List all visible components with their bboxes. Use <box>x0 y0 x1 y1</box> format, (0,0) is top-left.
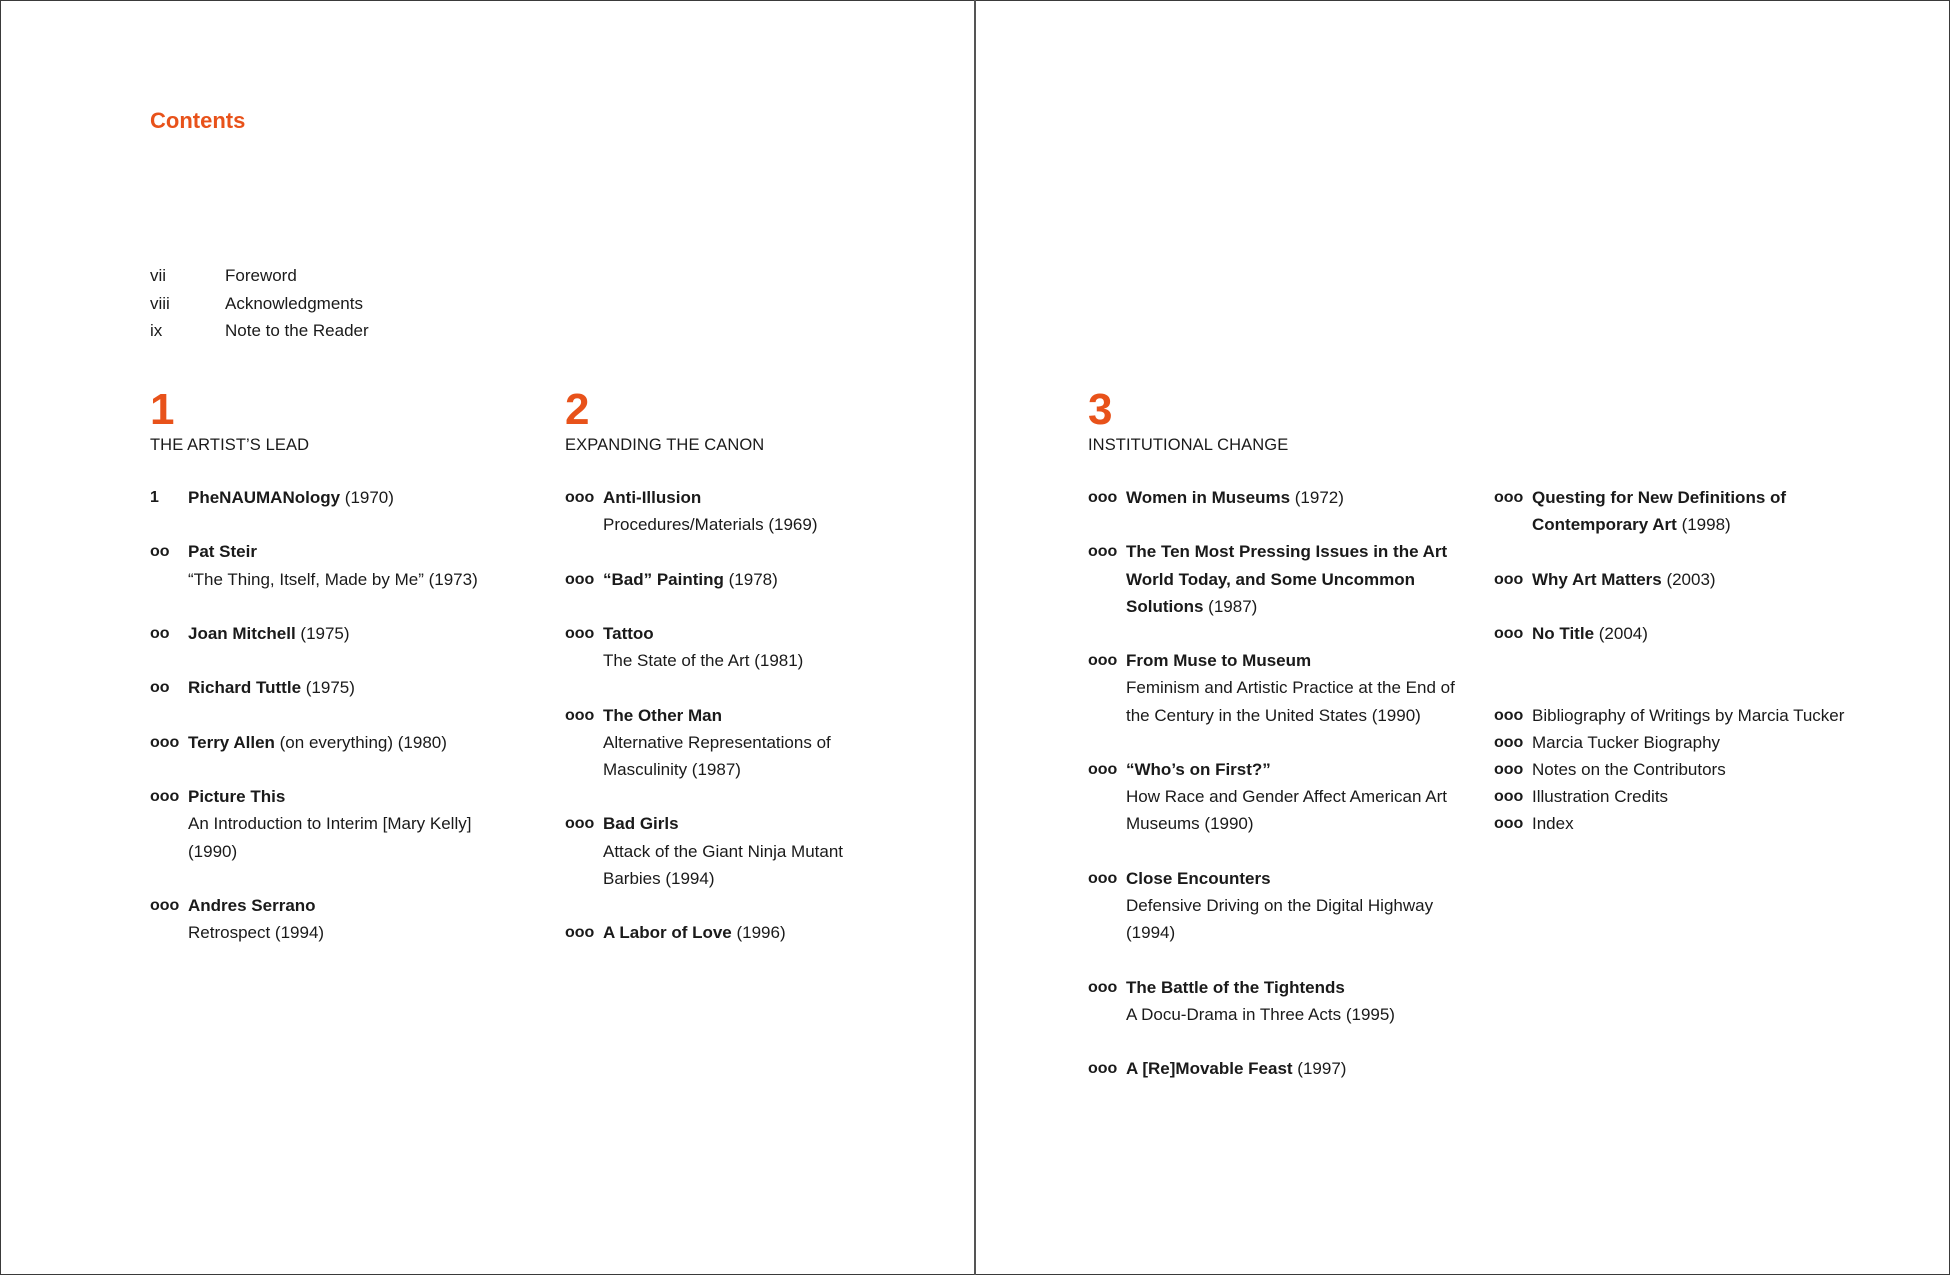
section-1-header <box>150 385 310 455</box>
page-number: ooo <box>1494 489 1524 506</box>
entry-title: Andres Serrano <box>188 895 316 915</box>
page-number: ooo <box>1088 543 1118 561</box>
entry-date: (1998) <box>1676 515 1731 535</box>
page-number: ooo <box>1494 815 1524 833</box>
entry-title: A Labor of Love <box>603 923 732 943</box>
toc-entry[interactable] <box>150 538 520 592</box>
page-number: ooo <box>565 706 595 724</box>
entry-title: Picture This <box>188 787 286 807</box>
toc-entry[interactable] <box>1494 566 1864 593</box>
toc-entry[interactable] <box>565 810 885 892</box>
section-2-header <box>565 385 765 455</box>
section-3-header <box>1088 385 1289 455</box>
entry-subtitle: Defensive Driving on the Digital Highway (1994) <box>1126 895 1434 943</box>
section-2-entries <box>565 484 885 946</box>
toc-entry[interactable] <box>150 729 520 756</box>
item-label: Foreword <box>225 266 297 285</box>
page-number: vii <box>150 266 167 285</box>
entry-subtitle: An Introduction to Interim [Mary Kelly] (1990) <box>188 814 472 861</box>
page-number: ooo <box>150 788 180 806</box>
toc-entry[interactable] <box>1494 484 1864 538</box>
page-number: ooo <box>565 489 595 506</box>
entry-title: No Title <box>1532 623 1595 643</box>
entry-date: (1972) <box>1290 488 1344 507</box>
entry-subtitle: The State of the Art (1981) <box>603 651 804 671</box>
entry-subtitle: “The Thing, Itself, Made by Me” (1973) <box>188 569 478 589</box>
page-number: oo <box>150 679 170 697</box>
entry-date: (on everything) (1980) <box>274 732 447 752</box>
back-matter-item[interactable] <box>1494 756 1864 783</box>
page-number: ooo <box>1088 489 1118 506</box>
page-number: ooo <box>150 896 180 914</box>
entry-title: Richard Tuttle <box>188 678 302 698</box>
entry-date: (1996) <box>731 923 786 943</box>
entry-title: Terry Allen <box>188 732 275 752</box>
entry-subtitle: Alternative Representations of Masculinity (1987) <box>603 732 831 779</box>
page-number: ooo <box>1494 706 1524 724</box>
toc-entry[interactable] <box>150 892 520 946</box>
entry-date: (2004) <box>1594 623 1648 643</box>
entry-subtitle: Retrospect (1994) <box>188 923 325 943</box>
front-matter-item[interactable] <box>150 262 369 290</box>
item-label: Marcia Tucker Biography <box>1532 732 1721 752</box>
section-title: THE ARTIST’S LEAD <box>150 436 310 454</box>
page-number: ooo <box>1494 788 1524 806</box>
front-matter-list <box>150 262 369 345</box>
entry-date: (1975) <box>301 678 355 698</box>
entry-date: (1987) <box>1203 596 1258 616</box>
entry-title: The Battle of the Tightends <box>1126 977 1345 997</box>
page-number: ooo <box>1494 624 1524 642</box>
entry-title: Joan Mitchell <box>188 623 296 643</box>
page-number: ooo <box>1494 760 1524 778</box>
toc-entry[interactable] <box>565 484 885 538</box>
entry-subtitle: Feminism and Artistic Practice at the End of the Century in the United States (1990) <box>1126 678 1455 725</box>
page-number: ooo <box>1088 652 1118 670</box>
page-number: ooo <box>1494 570 1524 588</box>
entry-title: The Other Man <box>603 705 723 725</box>
entry-title: A [Re]Movable Feast <box>1126 1059 1293 1079</box>
back-matter-item[interactable] <box>1494 783 1864 810</box>
entry-title: Pat Steir <box>188 542 257 562</box>
page-number: oo <box>150 543 170 561</box>
section-number: 2 <box>565 385 590 434</box>
section-number: 1 <box>150 385 175 434</box>
toc-entry[interactable] <box>1088 756 1458 838</box>
entry-title: Close Encounters <box>1126 868 1271 888</box>
entry-subtitle: A Docu-Drama in Three Acts (1995) <box>1126 1004 1395 1024</box>
page-number: ix <box>150 321 163 340</box>
item-label: Index <box>1532 814 1574 834</box>
entry-subtitle: Attack of the Giant Ninja Mutant Barbies (1994) <box>603 841 844 888</box>
front-matter-item[interactable] <box>150 317 369 345</box>
item-label: Bibliography of Writings by Marcia Tucker <box>1532 705 1845 725</box>
page-number: ooo <box>565 624 595 642</box>
page-title: Contents <box>150 108 246 133</box>
page-number: ooo <box>1494 733 1524 751</box>
back-matter-item[interactable] <box>1494 810 1864 837</box>
entry-title: Women in Museums <box>1126 488 1291 507</box>
entry-title: Anti-Illusion <box>603 488 702 507</box>
entry-title: Bad Girls <box>603 814 679 834</box>
page-number: ooo <box>565 570 595 588</box>
entry-date: (1997) <box>1292 1059 1347 1079</box>
entry-date: (1975) <box>295 623 350 643</box>
entry-subtitle: How Race and Gender Affect American Art Museums (1990) <box>1126 787 1447 834</box>
section-title: INSTITUTIONAL CHANGE <box>1088 436 1289 454</box>
page-number: ooo <box>565 815 595 833</box>
entry-title: Why Art Matters <box>1532 569 1662 589</box>
page-number: ooo <box>1088 760 1118 778</box>
section-1-entries <box>150 484 520 946</box>
section-3-entries <box>1088 484 1458 1082</box>
page-number: ooo <box>1088 978 1118 996</box>
entry-date: (1978) <box>723 569 778 589</box>
item-label: Acknowledgments <box>225 293 363 313</box>
section-number: 3 <box>1088 385 1113 434</box>
entry-date: (2003) <box>1661 569 1716 589</box>
page-number: viii <box>150 293 170 313</box>
page-number: oo <box>150 624 170 642</box>
page-number: ooo <box>1088 1060 1118 1078</box>
section-3-continued-entries <box>1494 484 1864 838</box>
page-gutter <box>974 0 976 1275</box>
toc-entry[interactable] <box>1088 484 1458 511</box>
page-number: ooo <box>1088 869 1118 887</box>
toc-entry[interactable] <box>1088 538 1458 620</box>
toc-entry[interactable] <box>1088 647 1458 729</box>
toc-entry[interactable] <box>1494 620 1864 647</box>
toc-entry[interactable] <box>150 783 520 865</box>
toc-entry[interactable] <box>1088 865 1458 947</box>
toc-entry[interactable] <box>1088 1055 1458 1082</box>
back-matter-item[interactable] <box>1494 702 1864 729</box>
item-label: Notes on the Contributors <box>1532 759 1726 779</box>
page-number: ooo <box>150 733 180 751</box>
entry-title: From Muse to Museum <box>1126 651 1312 671</box>
entry-title: The Ten Most Pressing Issues in the Art World Today, and Some Uncommon Solutions <box>1126 542 1448 616</box>
toc-entry[interactable] <box>565 919 885 946</box>
toc-entry[interactable] <box>565 566 885 593</box>
toc-entry[interactable] <box>150 674 520 701</box>
toc-entry[interactable] <box>565 702 885 784</box>
item-label: Note to the Reader <box>225 321 369 340</box>
entry-title: Questing for New Definitions of Contemporary Art <box>1532 488 1787 535</box>
entry-title: PheNAUMANology <box>188 488 341 507</box>
toc-entry[interactable] <box>1088 974 1458 1028</box>
toc-entry[interactable] <box>150 484 520 511</box>
back-matter-item[interactable] <box>1494 729 1864 756</box>
page-number: 1 <box>150 489 159 506</box>
entry-title: “Who’s on First?” <box>1126 759 1271 779</box>
toc-entry[interactable] <box>150 620 520 647</box>
entry-date: (1970) <box>340 488 394 507</box>
section-title: EXPANDING THE CANON <box>565 436 765 454</box>
entry-title: Tattoo <box>603 623 654 643</box>
item-label: Illustration Credits <box>1532 787 1669 807</box>
entry-subtitle: Procedures/Materials (1969) <box>603 515 818 535</box>
entry-title: “Bad” Painting <box>603 569 724 589</box>
front-matter-item[interactable] <box>150 290 369 318</box>
page-number: ooo <box>565 924 595 942</box>
toc-entry[interactable] <box>565 620 885 674</box>
